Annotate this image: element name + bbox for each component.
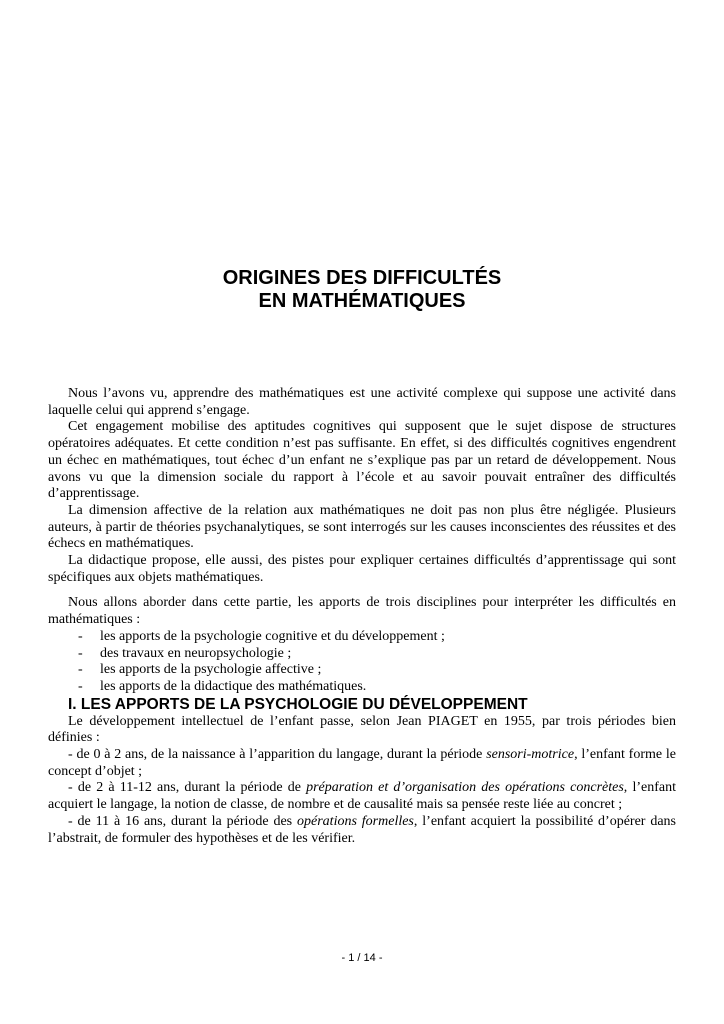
period-text-pre: - de 0 à 2 ans, de la naissance à l’apparition du langage, durant la période	[68, 747, 487, 763]
list-item-label: les apports de la psychologie affective ;	[100, 662, 322, 678]
discipline-list	[48, 629, 676, 696]
paragraph-intro-1: Nous l’avons vu, apprendre des mathématiques est une activité complexe qui suppose une activité dans laquelle celui qui apprend s’engage.	[48, 386, 676, 418]
period-text-pre: - de 11 à 16 ans, durant la période des	[68, 813, 298, 829]
paragraph-didactique: La didactique propose, elle aussi, des pistes pour expliquer certaines difficultés d’apprentissage qui sont spécifiques aux objets mathématiques.	[48, 553, 676, 585]
document-body	[48, 386, 676, 847]
period-text-post: , l’enfant forme le concept d’objet ;	[48, 747, 676, 779]
list-item	[48, 662, 676, 679]
period-text-post: , l’enfant acquiert le langage, la notion de classe, de nombre et de causalité mais sa pensée reste liée au concret ;	[48, 780, 676, 813]
dash-bullet: -	[78, 662, 83, 678]
paragraph-period-operations-concretes	[48, 780, 676, 813]
list-item-label: les apports de la psychologie cognitive et du développement ;	[100, 628, 445, 644]
dash-bullet: -	[78, 628, 83, 644]
paragraph-cognitive-engagement: Cet engagement mobilise des aptitudes cognitives qui supposent que le sujet dispose de structures opératoires adéquates. Et cette condition n’est pas suffisante. En effet, si des difficultés cognitives engendrent un échec en mathématiques, tout échec d’un enfant ne s’explique pas par un retard de développement. Nous avons vu que la dimension sociale du rapport à l’école et au savoir pouvait entraîner des difficultés d’apprentissage.	[48, 419, 676, 502]
paragraph-period-sensorimotrice	[48, 747, 676, 780]
title-line-2: EN MATHÉMATIQUES	[258, 290, 466, 312]
dash-bullet: -	[78, 645, 83, 661]
footer-page-number: - 1 / 14 -	[341, 952, 383, 964]
paragraph-three-disciplines: Nous allons aborder dans cette partie, les apports de trois disciplines pour interpréter les difficultés en mathématiques :	[48, 595, 676, 628]
period-text-pre: - de 2 à 11-12 ans, durant la période de	[68, 780, 307, 796]
list-item-label: des travaux en neuropsychologie ;	[100, 645, 292, 661]
paragraph-period-operations-formelles	[48, 814, 676, 847]
period-name-italic: opérations formelles	[297, 813, 414, 829]
dash-bullet: -	[78, 678, 83, 694]
period-name-italic: sensori-motrice	[486, 747, 575, 763]
list-item-label: les apports de la didactique des mathématiques.	[100, 678, 367, 694]
list-item	[48, 646, 676, 663]
list-item	[48, 629, 676, 646]
period-text-post: , l’enfant acquiert la possibilité d’opérer dans l’abstrait, de formuler des hypothèses et de les vérifier.	[48, 813, 676, 846]
title-line-1: ORIGINES DES DIFFICULTÉS	[222, 267, 502, 289]
list-item	[48, 679, 676, 696]
paragraph-piaget-intro: Le développement intellectuel de l’enfant passe, selon Jean PIAGET en 1955, par trois périodes bien définies :	[48, 713, 676, 746]
document-title	[0, 267, 724, 313]
section-heading-1: I. LES APPORTS DE LA PSYCHOLOGIE DU DÉVELOPPEMENT	[68, 695, 528, 713]
paragraph-affective-dimension: La dimension affective de la relation aux mathématiques ne doit pas non plus être négligée. Plusieurs auteurs, à partir de théories psychanalytiques, se sont interrogés sur les causes inconscientes des réussites et des échecs en mathématiques.	[48, 502, 676, 552]
period-name-italic: préparation et d’organisation des opérations concrètes	[306, 780, 624, 796]
